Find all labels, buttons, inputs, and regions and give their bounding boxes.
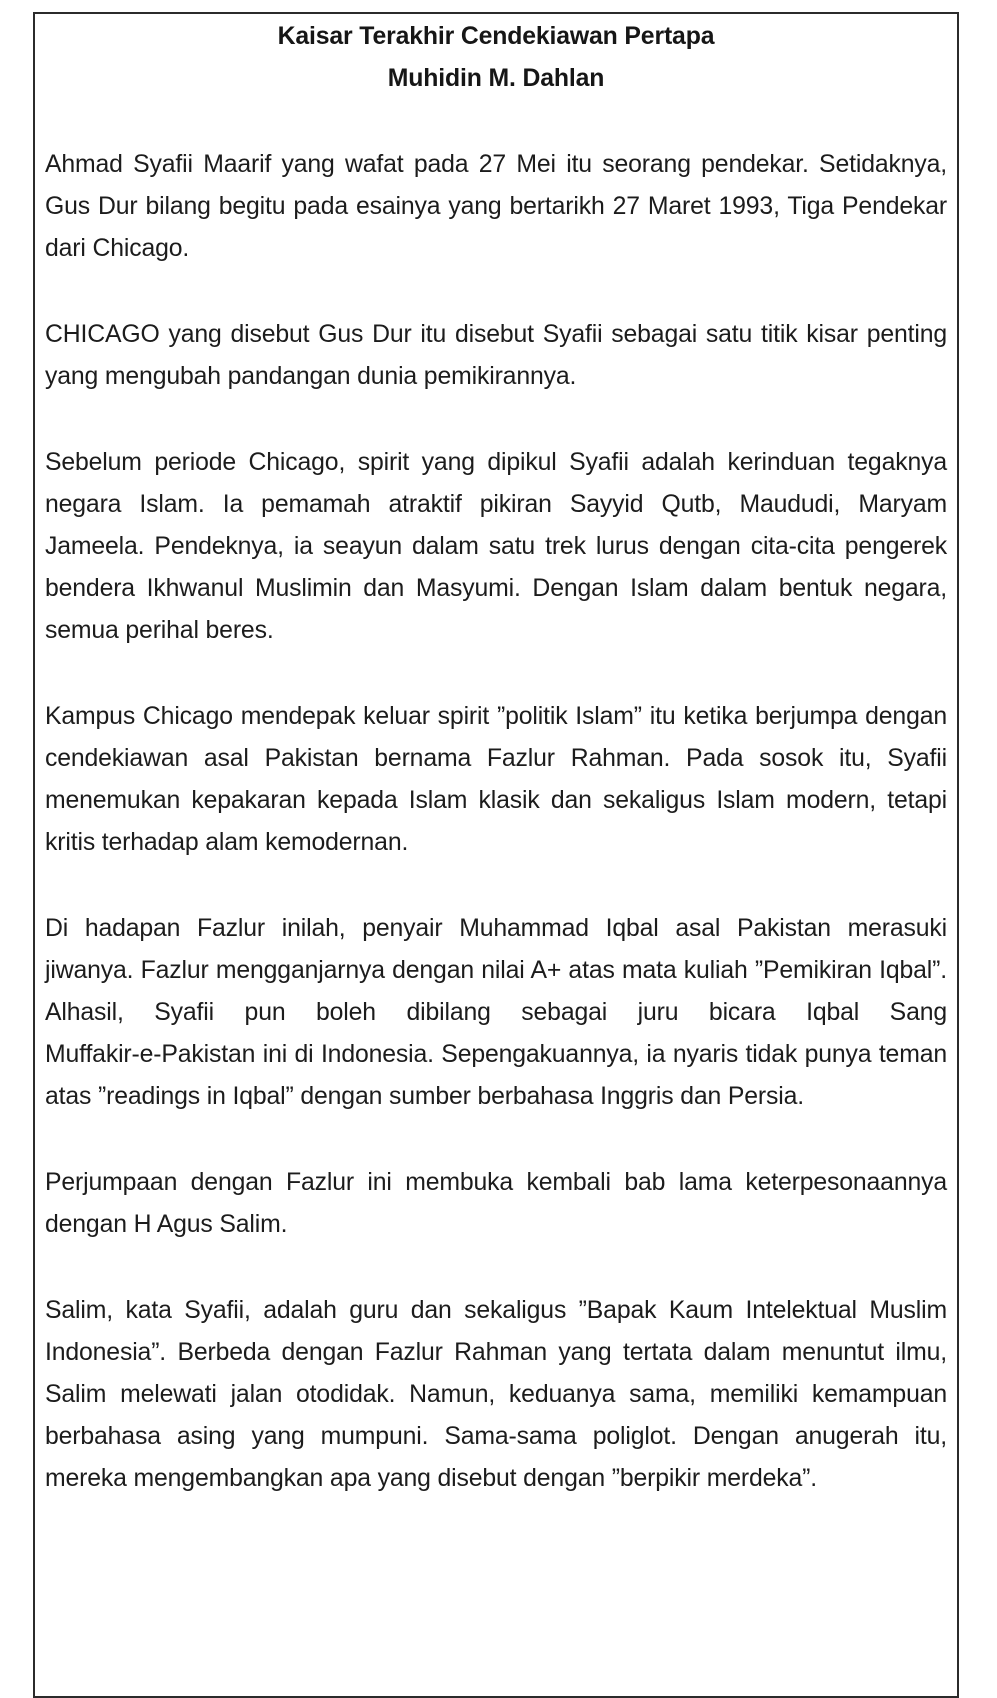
document-title: Kaisar Terakhir Cendekiawan Pertapa <box>277 23 715 50</box>
document-body <box>45 144 947 1500</box>
paragraph: CHICAGO yang disebut Gus Dur itu disebut Syafii sebagai satu titik kisar penting yang mengubah pandangan dunia pemikirannya. <box>45 321 947 390</box>
paragraph: Salim, kata Syafii, adalah guru dan sekaligus ”Bapak Kaum Intelektual Muslim Indonesia”. Berbeda dengan Fazlur Rahman yang tertata dalam menuntut ilmu, Salim melewati jalan otodidak. Namun, keduanya sama, memiliki kemampuan berbahasa asing yang mumpuni. Sama-sama poliglot. Dengan anugerah itu, mereka mengembangkan apa yang disebut dengan ”berpikir merdeka”. <box>45 1297 947 1492</box>
paragraph: Di hadapan Fazlur inilah, penyair Muhammad Iqbal asal Pakistan merasuki jiwanya. Fazlur mengganjarnya dengan nilai A+ atas mata kuliah ”Pemikiran Iqbal”. Alhasil, Syafii pun boleh dibilang sebagai juru bicara Iqbal Sang Muffakir‑e‑Pakistan ini di Indonesia. Sepengakuannya, ia nyaris tidak punya teman atas ”readings in Iqbal” dengan sumber berbahasa Inggris dan Persia. <box>45 915 947 1110</box>
paragraph: Ahmad Syafii Maarif yang wafat pada 27 Mei itu seorang pendekar. Setidaknya, Gus Dur bilang begitu pada esainya yang bertarikh 27 Maret 1993, Tiga Pendekar dari Chicago. <box>45 151 947 262</box>
paragraph: Perjumpaan dengan Fazlur ini membuka kembali bab lama keterpesonaannya dengan H Agus Salim. <box>45 1169 947 1238</box>
document-header <box>45 16 947 100</box>
document-author: Muhidin M. Dahlan <box>387 65 605 92</box>
paragraph: Sebelum periode Chicago, spirit yang dipikul Syafii adalah kerinduan tegaknya negara Islam. Ia pemamah atraktif pikiran Sayyid Qutb, Maududi, Maryam Jameela. Pendeknya, ia seayun dalam satu trek lurus dengan cita-cita pengerek bendera Ikhwanul Muslimin dan Masyumi. Dengan Islam dalam bentuk negara, semua perihal beres. <box>45 449 947 644</box>
paragraph: Kampus Chicago mendepak keluar spirit ”politik Islam” itu ketika berjumpa dengan cendekiawan asal Pakistan bernama Fazlur Rahman. Pada sosok itu, Syafii menemukan kepakaran kepada Islam klasik dan sekaligus Islam modern, tetapi kritis terhadap alam kemodernan. <box>45 703 947 856</box>
document-page-frame <box>33 12 959 1698</box>
